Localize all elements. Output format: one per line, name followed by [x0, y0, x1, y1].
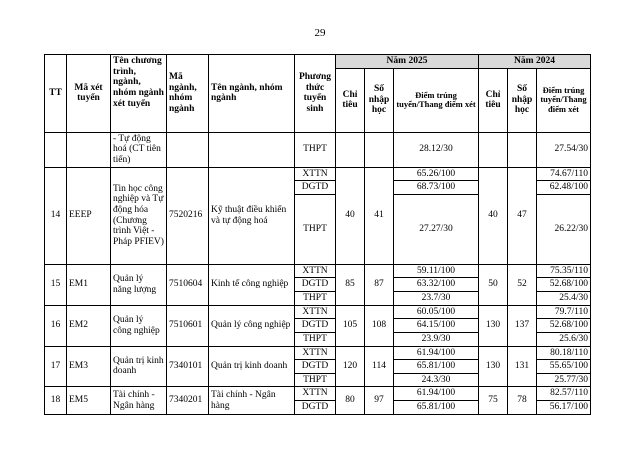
header-phuong-thuc: Phương thức tuyển sinh: [295, 55, 336, 133]
score-2024: 52.68/100: [537, 278, 591, 292]
header-diem-2025: Điểm trúng tuyển/Thang điểm xét: [394, 68, 479, 132]
score-2025: 23.7/30: [394, 292, 479, 306]
row-tt: 18: [45, 387, 67, 414]
header-chi-tieu-2025: Chỉ tiêu: [336, 68, 365, 132]
enrolled-2024: 52: [508, 264, 537, 305]
score-2025: 24.3/30: [394, 373, 479, 387]
method: THPT: [295, 373, 336, 387]
table-row: [45, 132, 591, 167]
score-2025: 65.81/100: [394, 401, 479, 415]
major-name: Quản trị kinh doanh: [209, 346, 295, 387]
method: XTTN: [295, 387, 336, 401]
score-2024: 25.77/30: [537, 373, 591, 387]
quota-2025: 85: [336, 264, 365, 305]
page-number: 29: [314, 27, 326, 39]
program-name: Quản lý năng lượng: [111, 264, 167, 305]
score-2025: 63.32/100: [394, 278, 479, 292]
method: DGTD: [295, 319, 336, 333]
score-2025: 61.94/100: [394, 387, 479, 401]
header-ma-nganh: Mã ngành, nhóm ngành: [167, 55, 209, 133]
program-name: Quản trị kinh doanh: [111, 346, 167, 387]
score-2024: 75.35/110: [537, 264, 591, 278]
program-name: Tin học công nghiệp và Tự động hóa (Chương trình Việt - Pháp PFIEV): [111, 167, 167, 264]
table-row: [45, 346, 591, 360]
score-2024: 56.17/100: [537, 401, 591, 415]
enrolled-2025: 41: [365, 167, 394, 264]
score-2024: 26.22/30: [537, 194, 591, 264]
score-2024: 82.57/110: [537, 387, 591, 401]
header-nam-2025: Năm 2025: [336, 55, 479, 69]
quota-2024: 40: [479, 167, 508, 264]
major-code: 7340201: [167, 387, 209, 414]
quota-2025: 120: [336, 346, 365, 387]
header-ten-chuong-trinh: Tên chương trình, ngành, nhóm ngành xét tuyển: [111, 55, 167, 133]
enrolled-2025: 108: [365, 305, 394, 346]
score-2025: 28.12/30: [394, 132, 479, 167]
method: DGTD: [295, 401, 336, 415]
admission-table: [44, 54, 591, 415]
row-tt: 17: [45, 346, 67, 387]
major-name: Kỹ thuật điều khiển và tự động hoá: [209, 167, 295, 264]
method: THPT: [295, 292, 336, 306]
header-so-nhap-hoc-2024: Số nhập học: [508, 68, 537, 132]
header-so-nhap-hoc-2025: Số nhập học: [365, 68, 394, 132]
major-code: 7510604: [167, 264, 209, 305]
header-nam-2024: Năm 2024: [479, 55, 591, 69]
score-2025: 64.15/100: [394, 319, 479, 333]
quota-2024: 130: [479, 305, 508, 346]
header-tt: TT: [45, 55, 67, 133]
score-2024: 79.7/110: [537, 305, 591, 319]
quota-2025: 40: [336, 167, 365, 264]
major-name: Kinh tế công nghiệp: [209, 264, 295, 305]
row-code: EM2: [67, 305, 111, 346]
score-2024: 62.48/100: [537, 181, 591, 195]
score-2024: 80.18/110: [537, 346, 591, 360]
score-2025: 65.26/100: [394, 167, 479, 181]
program-name: Tài chính - Ngân hàng: [111, 387, 167, 414]
table-row: [45, 167, 591, 181]
program-name: Quản lý công nghiệp: [111, 305, 167, 346]
method: DGTD: [295, 278, 336, 292]
enrolled-2024: 137: [508, 305, 537, 346]
enrolled-2025: 87: [365, 264, 394, 305]
quota-2025: 105: [336, 305, 365, 346]
enrolled-2024: 47: [508, 167, 537, 264]
header-ten-nganh: Tên ngành, nhóm ngành: [209, 55, 295, 133]
row-code: EM5: [67, 387, 111, 414]
quota-2024: 130: [479, 346, 508, 387]
row-code: EM3: [67, 346, 111, 387]
score-2025: 23.9/30: [394, 332, 479, 346]
header-diem-2024: Điểm trúng tuyển/Thang điểm xét: [537, 68, 591, 132]
row-tt: 16: [45, 305, 67, 346]
method: THPT: [295, 332, 336, 346]
enrolled-2024: 131: [508, 346, 537, 387]
quota-2024: 50: [479, 264, 508, 305]
enrolled-2025: 114: [365, 346, 394, 387]
method: XTTN: [295, 264, 336, 278]
score-2024: 52.68/100: [537, 319, 591, 333]
score-2025: 27.27/30: [394, 194, 479, 264]
major-code: 7340101: [167, 346, 209, 387]
quota-2024: 75: [479, 387, 508, 414]
table-row: [45, 387, 591, 401]
method: THPT: [295, 132, 336, 167]
score-2024: 55.65/100: [537, 360, 591, 374]
score-2024: 27.54/30: [537, 132, 591, 167]
method: DGTD: [295, 181, 336, 195]
method: THPT: [295, 194, 336, 264]
row-code: EEEP: [67, 167, 111, 264]
header-chi-tieu-2024: Chỉ tiêu: [479, 68, 508, 132]
method: XTTN: [295, 167, 336, 181]
row-tt: 15: [45, 264, 67, 305]
score-2024: 25.4/30: [537, 292, 591, 306]
score-2025: 60.05/100: [394, 305, 479, 319]
enrolled-2025: 97: [365, 387, 394, 414]
row-code: EM1: [67, 264, 111, 305]
score-2024: 74.67/110: [537, 167, 591, 181]
quota-2025: 80: [336, 387, 365, 414]
method: XTTN: [295, 305, 336, 319]
score-2025: 61.94/100: [394, 346, 479, 360]
method: XTTN: [295, 346, 336, 360]
score-2025: 68.73/100: [394, 181, 479, 195]
major-code: 7520216: [167, 167, 209, 264]
header-ma-xet-tuyen: Mã xét tuyển: [67, 55, 111, 133]
row-tt: 14: [45, 167, 67, 264]
score-2024: 25.6/30: [537, 332, 591, 346]
major-name: Tài chính - Ngân hàng: [209, 387, 295, 414]
major-code: 7510601: [167, 305, 209, 346]
major-name: Quản lý công nghiệp: [209, 305, 295, 346]
table-row: [45, 264, 591, 278]
score-2025: 65.81/100: [394, 360, 479, 374]
enrolled-2024: 78: [508, 387, 537, 414]
method: DGTD: [295, 360, 336, 374]
table-row: [45, 305, 591, 319]
program-name: - Tự động hoá (CT tiên tiến): [111, 132, 167, 167]
score-2025: 59.11/100: [394, 264, 479, 278]
